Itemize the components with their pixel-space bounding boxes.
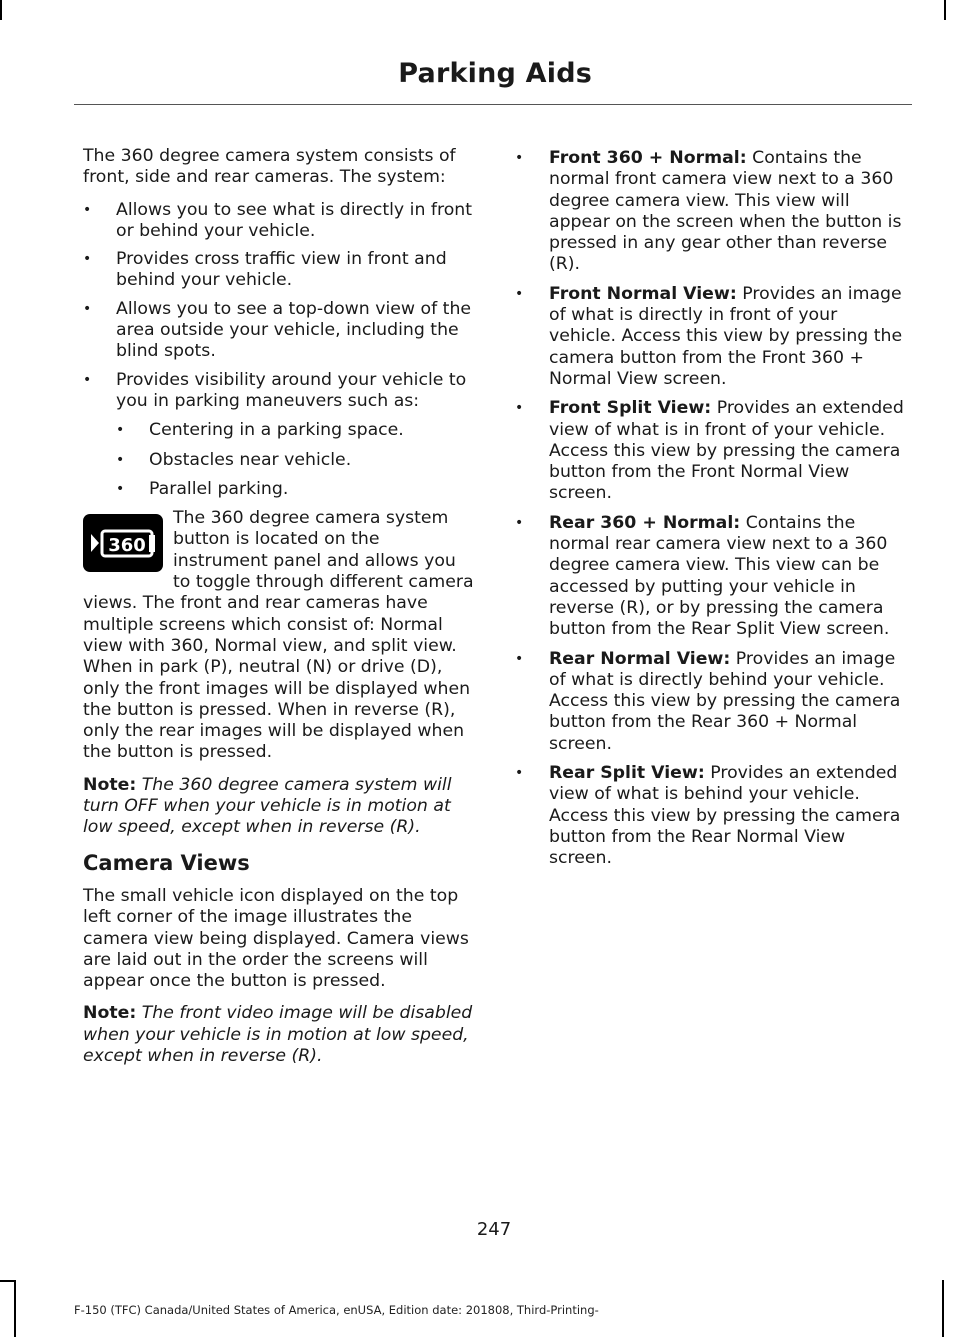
list-item: • Front 360 + Normal: Contains the normal front camera view next to a 360 degree camera view. This view will appear on the screen when the button is pressed in any gear other than reverse (R). (515, 148, 907, 276)
list-item: • Provides cross traffic view in front and behind your vehicle. (83, 249, 475, 292)
list-item: • Provides visibility around your vehicle to you in parking maneuvers such as: • Centering in a parking space. • Obstacles near vehicle. • Parallel parking. (83, 370, 475, 500)
list-item: • Obstacles near vehicle. (116, 450, 475, 471)
maneuver-list (116, 420, 475, 500)
crop-mark-top-left (0, 0, 2, 20)
list-item: • Centering in a parking space. (116, 420, 475, 441)
camera-360-button-icon (83, 514, 163, 572)
header-divider (74, 104, 912, 105)
camera-360-icon (83, 514, 163, 572)
crop-mark-bottom-right (942, 1280, 944, 1337)
intro-paragraph: The 360 degree camera system consists of front, side and rear cameras. The system: (83, 146, 456, 188)
footer-edition-info: F-150 (TFC) Canada/United States of America, enUSA, Edition date: 201808, Third-Printing- (74, 1303, 599, 1317)
button-description (83, 508, 475, 764)
list-item: • Rear 360 + Normal: Contains the normal rear camera view next to a 360 degree camera view. This view can be accessed by putting your vehicle in reverse (R), or by pressing the camera button from the Rear Split View screen. (515, 513, 907, 641)
crop-mark-bottom-left-h (0, 1280, 14, 1282)
page-header-title: Parking Aids (398, 58, 592, 89)
list-item: • Parallel parking. (116, 479, 475, 500)
crop-mark-bottom-left (14, 1280, 16, 1337)
crop-mark-top-right (944, 0, 946, 20)
icon-label: 360 (108, 535, 146, 557)
system-feature-list (83, 200, 475, 501)
section-paragraph: The small vehicle icon displayed on the top left corner of the image illustrates the camera view being displayed. Camera views are laid out in the order the screens will appear once the button is pressed. (83, 885, 469, 992)
left-column (83, 146, 475, 1078)
list-item: • Rear Normal View: Provides an image of what is directly behind your vehicle. Access this view by pressing the camera button from the Rear 360 + Normal screen. (515, 649, 907, 755)
button-paragraph: The 360 degree camera system button is located on the instrument panel and allows you to toggle through different camera views. The front and rear cameras have multiple screens which consist of: Normal view with 360, Normal view, and split view. When in park (P), neutral (N) or drive (D), only the front images will be displayed when the button is pressed. When in reverse (R), only the rear images will be displayed when the button is pressed. (83, 508, 474, 763)
page-number: 247 (476, 1219, 512, 1240)
list-item: • Front Split View: Provides an extended view of what is in front of your vehicle. Access this view by pressing the camera button from the Front Normal View screen. (515, 398, 907, 504)
list-item: • Front Normal View: Provides an image of what is directly in front of your vehicle. Access this view by pressing the camera button from the Front 360 + Normal View screen. (515, 284, 907, 390)
right-column (515, 148, 907, 878)
note: Note: The 360 degree camera system will turn OFF when your vehicle is in motion at low speed, except when in reverse (R). (83, 774, 452, 838)
list-item: • Rear Split View: Provides an extended view of what is behind your vehicle. Access this view by pressing the camera button from the Rear Normal View screen. (515, 763, 907, 869)
list-item: • Allows you to see a top-down view of the area outside your vehicle, including the blind spots. (83, 299, 475, 363)
section-heading: Camera Views (83, 850, 250, 875)
camera-view-list (515, 148, 907, 870)
list-item: • Allows you to see what is directly in front or behind your vehicle. (83, 200, 475, 243)
note: Note: The front video image will be disabled when your vehicle is in motion at low speed, except when in reverse (R). (83, 1003, 473, 1066)
